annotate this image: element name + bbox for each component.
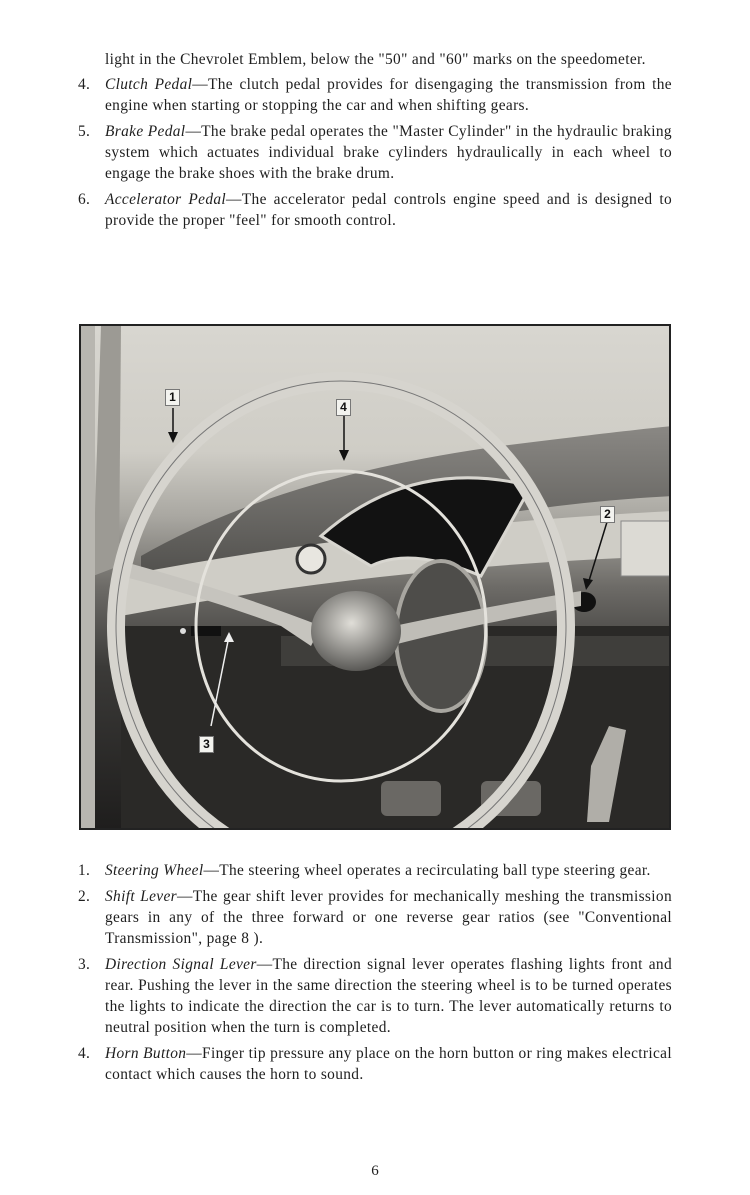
item-term: Accelerator Pedal [105, 191, 227, 208]
item-number: 6. [78, 191, 91, 208]
page-number: 6 [371, 1163, 379, 1179]
list-item-brake-pedal [78, 121, 672, 184]
item-number: 5. [78, 123, 91, 140]
top-text-section [78, 49, 672, 236]
item-description: —The clutch pedal provides for disengaging the transmission from the engine when starting or stopping the car and when shifting gears. [105, 76, 672, 114]
item-description: —The brake pedal operates the "Master Cylinder" in the hydraulic braking system which actuates individual brake cylinders hydraulically in each wheel to engage the brake shoes with the brake drum. [105, 123, 672, 182]
item-number: 4. [78, 76, 91, 93]
continuation-paragraph: light in the Chevrolet Emblem, below the "50" and "60" marks on the speedometer. [105, 51, 646, 68]
bottom-text-section [78, 860, 672, 1090]
item-number: 3. [78, 956, 91, 973]
list-item-clutch-pedal [78, 74, 672, 116]
item-term: Horn Button [105, 1045, 187, 1062]
list-item-direction-signal-lever [78, 954, 672, 1038]
list-item-horn-button [78, 1043, 672, 1085]
callout-4: 4 [336, 399, 351, 416]
callout-2: 2 [600, 506, 615, 523]
item-term: Brake Pedal [105, 123, 186, 140]
item-description: —The gear shift lever provides for mechanically meshing the transmission gears in any of the three forward or one reverse gear ratios (see "Conventional Transmission", page 8 ). [105, 888, 672, 947]
item-number: 1. [78, 862, 91, 879]
callout-1: 1 [165, 389, 180, 406]
item-description: —The direction signal lever operates flashing lights front and rear. Pushing the lever in the same direction the steering wheel is to be turned operates the lights to indicate the direction the car is to turn. The lever automatically returns to neutral position when the turn is completed. [105, 956, 672, 1036]
item-number: 4. [78, 1045, 91, 1062]
item-term: Direction Signal Lever [105, 956, 257, 973]
item-term: Steering Wheel [105, 862, 204, 879]
item-description: —The steering wheel operates a recirculating ball type steering gear. [203, 862, 651, 879]
item-number: 2. [78, 888, 91, 905]
item-description: —Finger tip pressure any place on the horn button or ring makes electrical contact which causes the horn to sound. [105, 1045, 672, 1083]
item-description: —The accelerator pedal controls engine speed and is designed to provide the proper "feel" for smooth control. [105, 191, 672, 229]
item-term: Clutch Pedal [105, 76, 193, 93]
list-item-accelerator-pedal [78, 189, 672, 231]
list-item-shift-lever [78, 886, 672, 949]
steering-wheel-photo [79, 324, 671, 830]
list-item-steering-wheel [78, 860, 672, 881]
item-term: Shift Lever [105, 888, 178, 905]
callout-3: 3 [199, 736, 214, 753]
